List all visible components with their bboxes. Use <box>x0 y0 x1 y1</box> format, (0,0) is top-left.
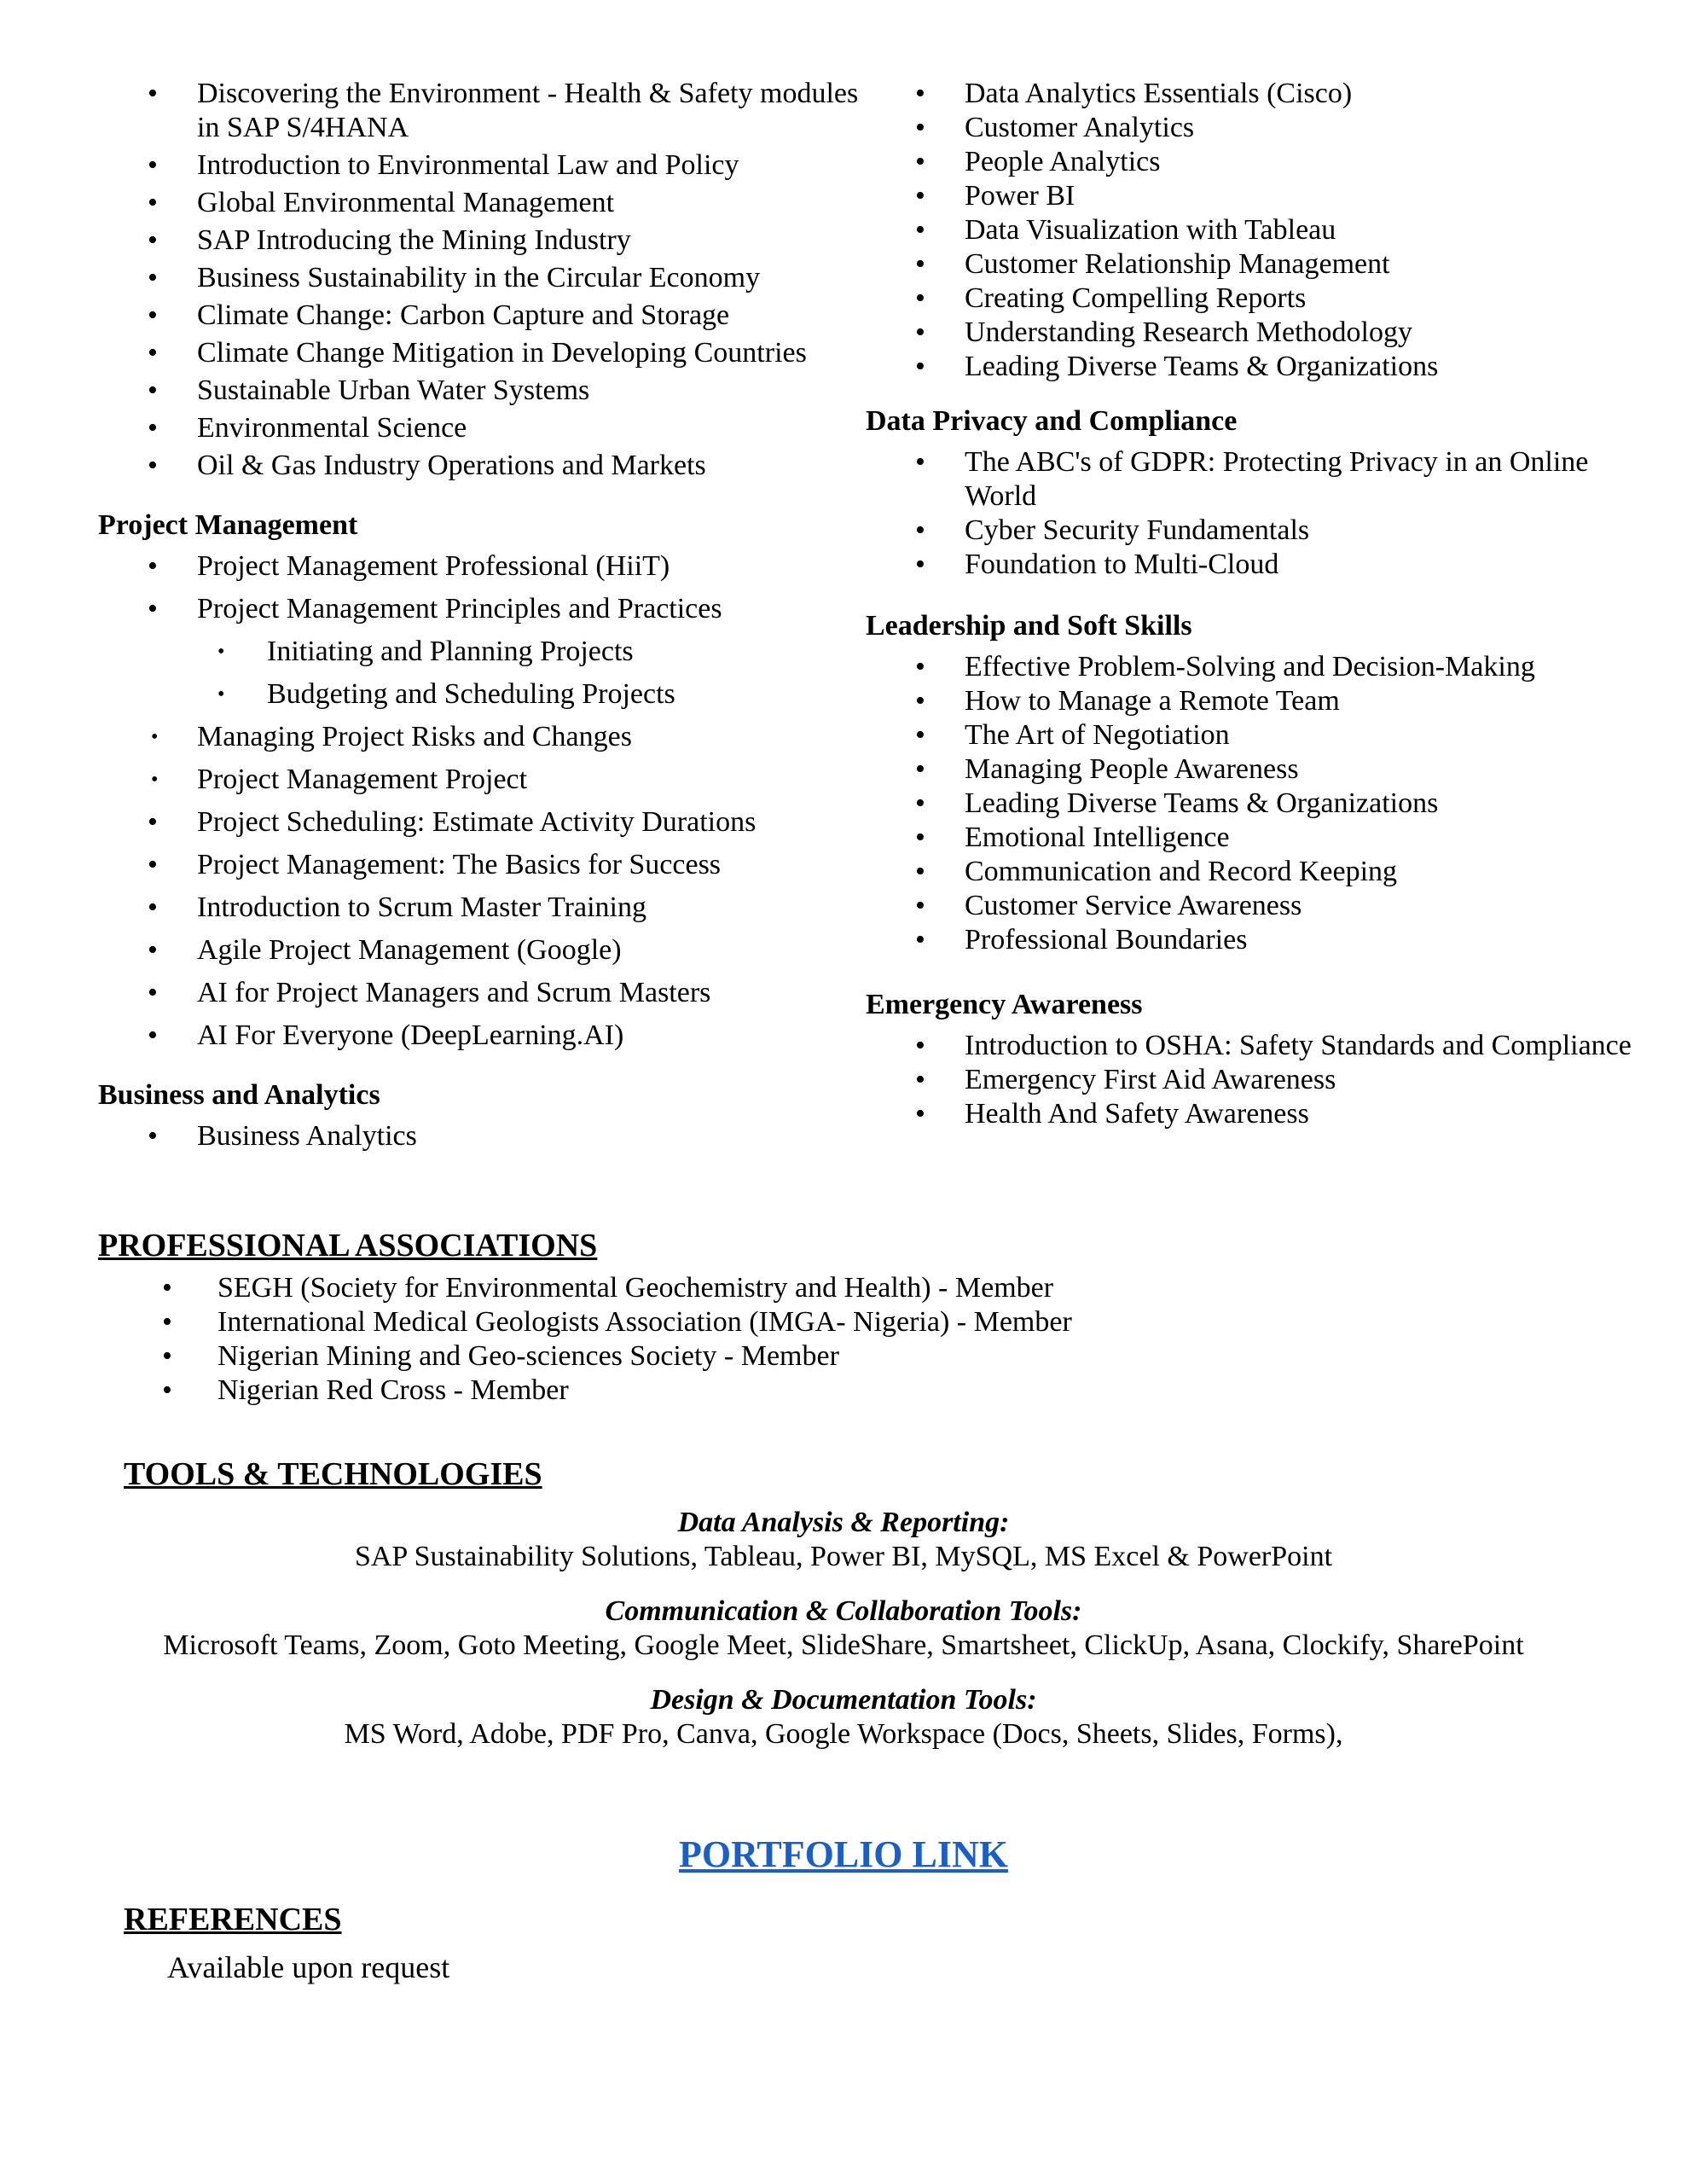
list-item: • Foundation to Multi-Cloud <box>866 548 1633 582</box>
list-item: • Customer Analytics <box>866 111 1633 145</box>
list-item: • AI For Everyone (DeepLearning.AI) <box>98 1019 866 1053</box>
environment-course-list <box>98 77 866 483</box>
associations-section <box>98 1271 1463 1408</box>
list-item: • Understanding Research Methodology <box>866 316 1633 350</box>
analytics-course-list <box>866 77 1633 384</box>
list-item: • Customer Relationship Management <box>866 247 1633 282</box>
tools-category-items: MS Word, Adobe, PDF Pro, Canva, Google Workspace (Docs, Sheets, Slides, Forms), <box>344 1718 1343 1750</box>
list-item: • The Art of Negotiation <box>866 718 1633 752</box>
list-item: • The ABC's of GDPR: Protecting Privacy in an Online World <box>866 445 1633 514</box>
list-item: • Introduction to Environmental Law and Policy <box>98 148 866 183</box>
list-item: • Nigerian Mining and Geo-sciences Society - Member <box>98 1339 1463 1374</box>
list-item: • AI for Project Managers and Scrum Masters <box>98 976 866 1010</box>
data-privacy-heading: Data Privacy and Compliance <box>866 405 1238 437</box>
list-item: • Project Scheduling: Estimate Activity Durations <box>98 805 866 839</box>
list-item: • Leading Diverse Teams & Organizations <box>866 350 1633 384</box>
list-item: • Global Environmental Management <box>98 186 866 220</box>
list-item: • Oil & Gas Industry Operations and Markets <box>98 449 866 483</box>
list-item: • Environmental Science <box>98 411 866 445</box>
portfolio-link[interactable]: PORTFOLIO LINK <box>679 1833 1008 1875</box>
project-management-heading: Project Management <box>98 509 358 541</box>
list-item: • Climate Change: Carbon Capture and Storage <box>98 299 866 333</box>
list-item: • Professional Boundaries <box>866 923 1633 957</box>
list-item: • Emotional Intelligence <box>866 821 1633 855</box>
list-item: • Budgeting and Scheduling Projects <box>98 677 866 712</box>
list-item: • Project Management: The Basics for Success <box>98 848 866 882</box>
right-column <box>866 77 1633 1131</box>
list-item: • Data Visualization with Tableau <box>866 213 1633 247</box>
pm-course-list-b <box>98 720 866 797</box>
list-item: • Project Management Project <box>98 763 866 797</box>
business-analytics-heading: Business and Analytics <box>98 1079 380 1111</box>
pm-course-list-c <box>98 805 866 1053</box>
left-column <box>98 77 866 1153</box>
tools-section <box>0 1506 1687 1772</box>
list-item: • Communication and Record Keeping <box>866 855 1633 889</box>
associations-title: PROFESSIONAL ASSOCIATIONS <box>98 1228 598 1263</box>
list-item: • Agile Project Management (Google) <box>98 933 866 967</box>
list-item: • Business Sustainability in the Circular Economy <box>98 261 866 295</box>
list-item: • Creating Compelling Reports <box>866 282 1633 316</box>
list-item: • Cyber Security Fundamentals <box>866 514 1633 548</box>
emergency-heading: Emergency Awareness <box>866 989 1143 1020</box>
list-item: • Project Management Professional (HiiT) <box>98 549 866 584</box>
list-item: • Sustainable Urban Water Systems <box>98 374 866 408</box>
list-item: • Business Analytics <box>98 1119 866 1153</box>
list-item: • Health And Safety Awareness <box>866 1097 1633 1131</box>
list-item: • Emergency First Aid Awareness <box>866 1063 1633 1097</box>
list-item: • Introduction to OSHA: Safety Standards and Compliance <box>866 1029 1633 1063</box>
references-text: Available upon request <box>167 1950 450 1984</box>
references-title: REFERENCES <box>124 1902 342 1937</box>
business-analytics-list <box>98 1119 866 1153</box>
associations-list <box>98 1271 1463 1408</box>
list-item: • International Medical Geologists Association (IMGA- Nigeria) - Member <box>98 1305 1463 1339</box>
list-item: • Project Management Principles and Practices <box>98 592 866 626</box>
tools-category-items: Microsoft Teams, Zoom, Goto Meeting, Google Meet, SlideShare, Smartsheet, ClickUp, Asana, Clockify, SharePoint <box>163 1629 1524 1661</box>
list-item: • Nigerian Red Cross - Member <box>98 1374 1463 1408</box>
list-item: • Introduction to Scrum Master Training <box>98 891 866 925</box>
list-item: • Managing People Awareness <box>866 752 1633 787</box>
list-item: • Effective Problem-Solving and Decision-Making <box>866 650 1633 684</box>
list-item: • Initiating and Planning Projects <box>98 635 866 669</box>
tools-category-items: SAP Sustainability Solutions, Tableau, Power BI, MySQL, MS Excel & PowerPoint <box>354 1541 1333 1572</box>
list-item: • How to Manage a Remote Team <box>866 684 1633 718</box>
list-item: • SAP Introducing the Mining Industry <box>98 224 866 258</box>
tools-category-title: Data Analysis & Reporting: <box>677 1507 1010 1538</box>
leadership-heading: Leadership and Soft Skills <box>866 610 1192 642</box>
tools-category-title: Design & Documentation Tools: <box>650 1684 1037 1716</box>
tools-category-title: Communication & Collaboration Tools: <box>605 1595 1082 1627</box>
list-item: • Leading Diverse Teams & Organizations <box>866 787 1633 821</box>
pm-course-list-a <box>98 549 866 626</box>
list-item: • Climate Change Mitigation in Developing Countries <box>98 336 866 370</box>
list-item: • Customer Service Awareness <box>866 889 1633 923</box>
data-privacy-list <box>866 445 1633 582</box>
list-item: • Power BI <box>866 179 1633 213</box>
list-item: • Managing Project Risks and Changes <box>98 720 866 754</box>
pm-sub-course-list <box>98 635 866 712</box>
leadership-list <box>866 650 1633 957</box>
list-item: • SEGH (Society for Environmental Geochemistry and Health) - Member <box>98 1271 1463 1305</box>
list-item: • Discovering the Environment - Health & Safety modules in SAP S/4HANA <box>98 77 866 145</box>
emergency-list <box>866 1029 1633 1131</box>
tools-title: TOOLS & TECHNOLOGIES <box>124 1456 542 1492</box>
list-item: • Data Analytics Essentials (Cisco) <box>866 77 1633 111</box>
list-item: • People Analytics <box>866 145 1633 179</box>
